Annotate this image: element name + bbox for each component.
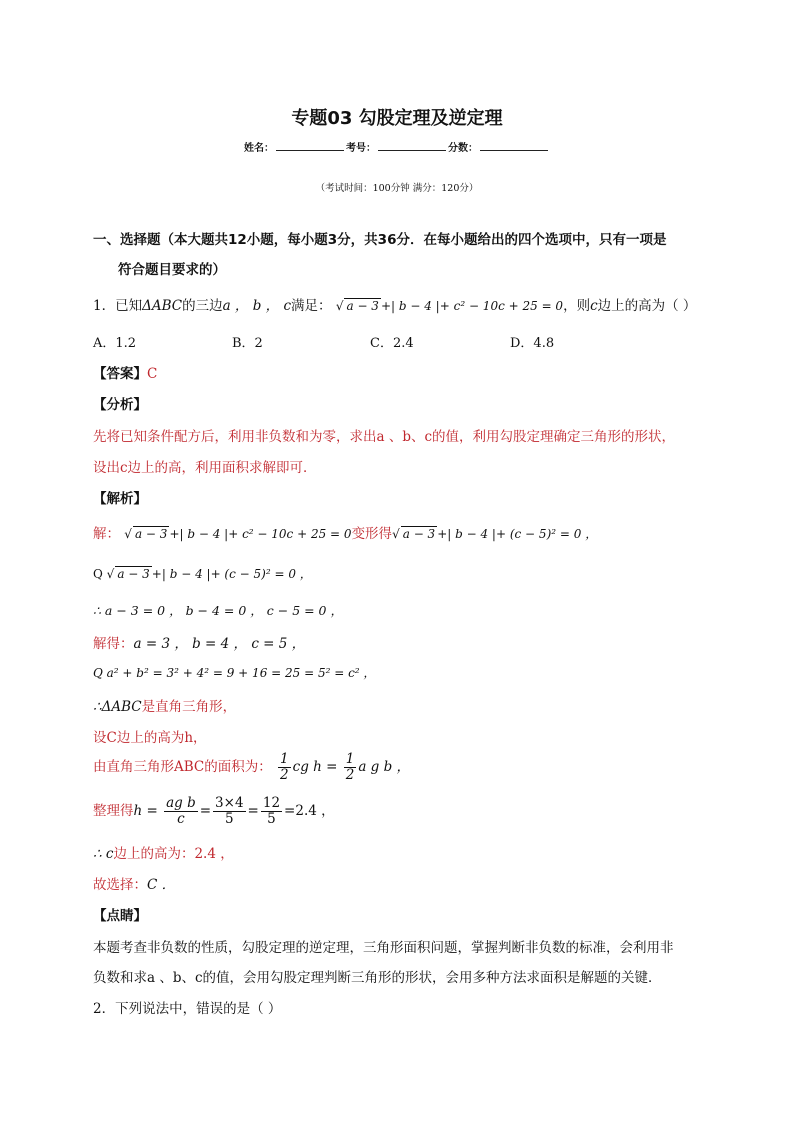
option-d[interactable]: D．4.8 — [510, 336, 555, 351]
student-info-line — [0, 139, 794, 154]
option-a[interactable]: A．1.2 — [93, 336, 137, 351]
s9-5b: 5 — [267, 811, 276, 827]
analysis-label: 【分析】 — [93, 397, 147, 413]
name-blank — [276, 141, 344, 151]
score-blank — [480, 141, 548, 151]
answer-value: C — [147, 366, 158, 382]
s9-12: 12 — [262, 795, 281, 811]
solution-label: 【解析】 — [93, 491, 147, 507]
s9-h: h = — [133, 803, 158, 819]
s8-label: 由直角三角形ABC的面积为： — [93, 759, 272, 775]
solution-step-10 — [93, 842, 234, 862]
s9-eq: =2.4 ， — [284, 803, 335, 819]
s9-frac-12 — [261, 796, 282, 827]
s1-mid: 变形得 — [351, 526, 393, 542]
solution-step-5: Q a² + b² = 3² + 4² = 9 + 16 = 25 = 5² = c² ， — [93, 666, 376, 680]
s8-frac-1 — [278, 752, 291, 783]
s10-b: 边上的高为：2.4 ， — [113, 846, 234, 862]
s9-frac-ab — [164, 796, 198, 827]
solution-step-2: Q √ a − 3 +| b − 4 |+ (c − 5)² = 0 ， — [93, 567, 312, 581]
comment-label: 【点睛】 — [93, 908, 147, 924]
s8-frac1-num: 1 — [280, 751, 289, 767]
comment-line2: 负数和求a 、b、c的值，会用勾股定理判断三角形的形状，会用多种方法求面积是解题的关键． — [93, 970, 662, 986]
s6-triangle: ∴ΔABC — [93, 699, 142, 715]
name-label: 姓名： — [244, 143, 274, 154]
exam-no-label: 考号： — [346, 143, 376, 154]
comment-line1: 本题考查非负数的性质，勾股定理的逆定理，三角形面积问题，掌握判断非负数的标准，会利用非 — [93, 940, 674, 956]
answer-line — [93, 362, 157, 382]
s8-frac2-den: 2 — [345, 767, 355, 783]
s8-expr2: a g b ， — [358, 759, 411, 775]
exam-no-blank — [378, 141, 446, 151]
solution-step-1: 解： √ a − 3 +| b − 4 |+ c² − 10c + 25 = 0变形得√ a − 3 +| b − 4 |+ (c − 5)² = 0 ， — [93, 526, 598, 542]
s9-5a: 5 — [225, 811, 234, 827]
option-c[interactable]: C．2.4 — [370, 336, 414, 351]
s8-frac1-den: 2 — [280, 767, 289, 783]
q1-text-e: c — [590, 298, 598, 314]
q1-text-c: 满足： — [291, 298, 332, 314]
s2-sqrt-arg: a − 3 — [117, 567, 150, 581]
s4-label: 解得： — [93, 636, 134, 652]
q1-text-a: 1．已知 — [93, 298, 143, 314]
s8-frac2-num: 1 — [345, 751, 355, 767]
s9-frac-34 — [213, 796, 246, 827]
section-heading-line1: 一、选择题（本大题共12小题，每小题3分，共36分．在每小题给出的四个选项中，只有一项是 — [93, 232, 667, 248]
s1-prefix: 解： — [93, 526, 120, 542]
option-b[interactable]: B．2 — [232, 336, 263, 351]
q1-vars: a ， b ， c — [222, 298, 292, 314]
s2-prefix: Q — [93, 567, 107, 581]
s8-expr1: cg h = — [292, 759, 338, 775]
exam-note: （考试时间：100分钟 满分：120分） — [315, 183, 479, 194]
s2-rest: +| b − 4 |+ (c − 5)² = 0 ， — [151, 567, 312, 581]
q1-text-d: ，则 — [563, 298, 591, 314]
analysis-line2: 设出c边上的高，利用面积求解即可． — [93, 460, 317, 476]
question-1-stem: 1．已知ΔABC的三边a ， b ， c满足： √ a − 3 +| b − 4 |+ c² − 10c + 25 = 0，则c边上的高为（ ） — [93, 298, 697, 314]
q1-text-b: 的三边 — [182, 298, 223, 314]
q1-text-f: 边上的高为（ ） — [597, 298, 697, 314]
solution-step-8 — [93, 752, 410, 783]
q1-sqrt-arg: a − 3 — [346, 299, 379, 313]
s1-head: +| b − 4 |+ c² − 10c + 25 = 0 — [169, 527, 352, 541]
s11-a: 故选择： — [93, 877, 147, 893]
solution-step-7: 设C边上的高为h， — [93, 730, 207, 746]
s1-tail: +| b − 4 |+ (c − 5)² = 0 ， — [437, 527, 598, 541]
solution-step-3: ∴ a − 3 = 0 ， b − 4 = 0 ， c − 5 = 0 ， — [93, 603, 343, 618]
q1-equation: +| b − 4 |+ c² − 10c + 25 = 0 — [380, 299, 564, 313]
s6-text: 是直角三角形， — [141, 699, 237, 715]
s1-sqrt-arg: a − 3 — [134, 527, 168, 541]
s10-a: ∴ c — [93, 846, 114, 862]
score-label: 分数： — [448, 143, 478, 154]
solution-step-9: 整理得h = $\frac{\text{ag b}}{c}$ = $\frac{3\times 4}{5}$ = $\frac{12}{5}$ =2.4 ， — [93, 795, 335, 827]
s4-rest: a = 3 ， b = 4 ， c = 5 ， — [133, 636, 306, 652]
question-2-stem: 2．下列说法中，错误的是（ ） — [93, 1001, 282, 1017]
s9-34: 3×4 — [215, 795, 244, 811]
section-heading-line2: 符合题目要求的） — [118, 262, 226, 278]
q1-triangle: ΔABC — [142, 298, 183, 314]
answer-label: 【答案】 — [93, 366, 147, 382]
solution-step-11 — [93, 873, 175, 893]
s9-ab: ag b — [166, 795, 196, 811]
page-title: 专题03 勾股定理及逆定理 — [291, 108, 503, 129]
s1-sqrt-arg2: a − 3 — [402, 527, 436, 541]
s9-c: c — [177, 811, 185, 827]
solution-step-6 — [93, 695, 236, 715]
s9-label: 整理得 — [93, 803, 134, 819]
s8-frac-2 — [344, 752, 357, 783]
solution-step-4 — [93, 632, 305, 652]
s11-b: C ． — [147, 877, 176, 893]
analysis-line1: 先将已知条件配方后，利用非负数和为零，求出a 、b、c的值，利用勾股定理确定三角形的形状， — [93, 429, 676, 445]
